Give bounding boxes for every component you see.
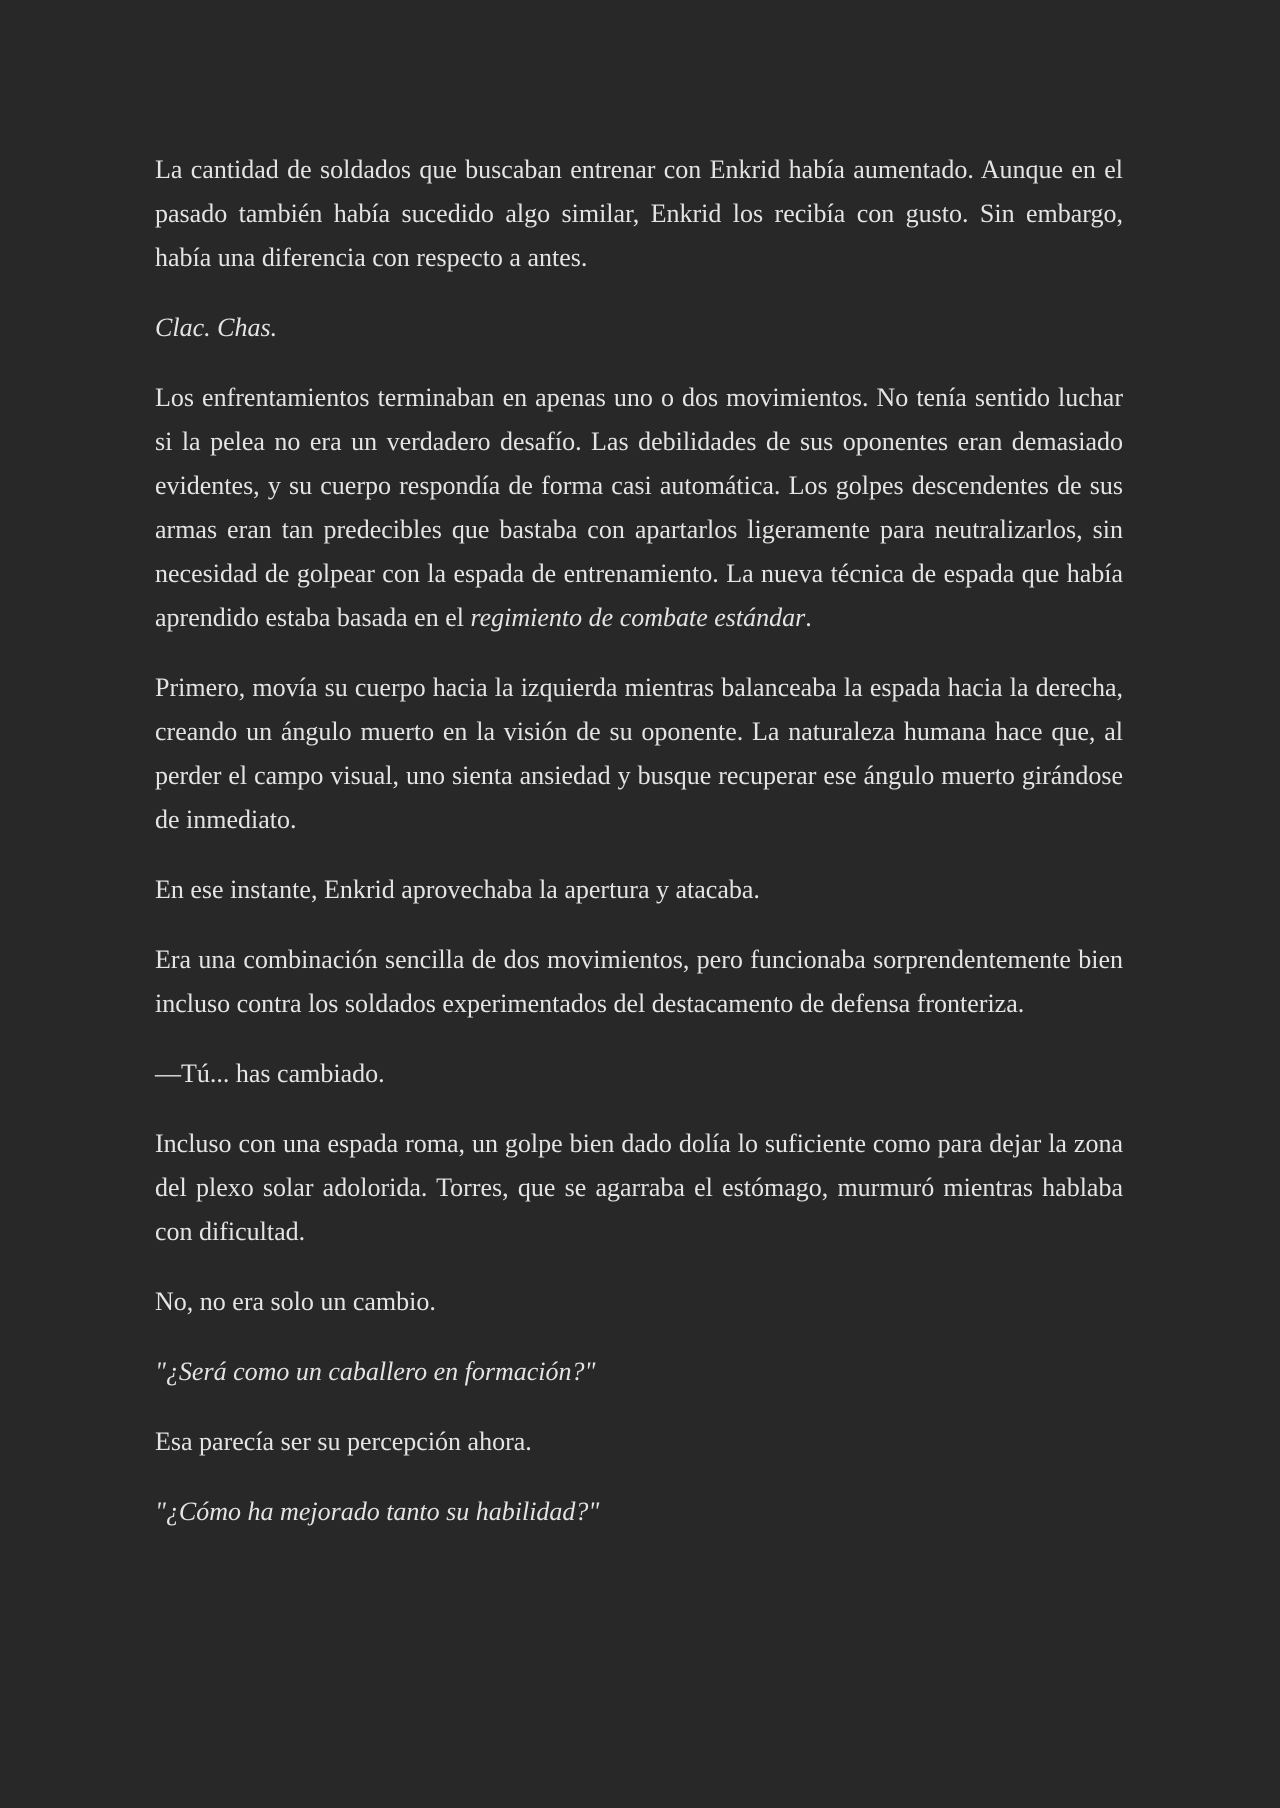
paragraph-text: Los enfrentamientos terminaban en apenas uno o dos movimientos. No tenía sentido luchar si la pelea no era un verdadero desafío. Las debilidades de sus oponentes eran demasiado evidentes, y su cuerpo respondía de forma casi automática. Los golpes descendentes de sus armas eran tan predecibles que bastaba con apartarlos ligeramente para neutralizarlos, sin necesidad de golpear con la espada de entrenamiento. La nueva técnica de espada que había aprendido estaba basada en el [155,383,1123,632]
paragraph: La cantidad de soldados que buscaban entrenar con Enkrid había aumentado. Aunque en el pasado también había sucedido algo similar, Enkrid los recibía con gusto. Sin embargo, había una diferencia con respecto a antes. [155,155,1123,272]
paragraph-text: . [805,603,812,632]
dialogue-line: —Tú... has cambiado. [155,1059,385,1088]
paragraph: Esa parecía ser su percepción ahora. [155,1427,532,1456]
document-page [155,148,1123,1560]
paragraph: Incluso con una espada roma, un golpe bien dado dolía lo suficiente como para dejar la zona del plexo solar adolorida. Torres, que se agarraba el estómago, murmuró mientras hablaba con dificultad. [155,1129,1123,1246]
paragraph: No, no era solo un cambio. [155,1287,436,1316]
paragraph: En ese instante, Enkrid aprovechaba la apertura y atacaba. [155,875,760,904]
thought-line: "¿Será como un caballero en formación?" [155,1357,596,1386]
emphasis-text: regimiento de combate estándar [470,603,806,632]
paragraph: Era una combinación sencilla de dos movimientos, pero funcionaba sorprendentemente bien incluso contra los soldados experimentados del destacamento de defensa fronteriza. [155,945,1123,1018]
paragraph [155,376,1123,640]
paragraph: Primero, movía su cuerpo hacia la izquierda mientras balanceaba la espada hacia la derecha, creando un ángulo muerto en la visión de su oponente. La naturaleza humana hace que, al perder el campo visual, uno sienta ansiedad y busque recuperar ese ángulo muerto girándose de inmediato. [155,673,1123,834]
thought-line: "¿Cómo ha mejorado tanto su habilidad?" [155,1497,600,1526]
paragraph-italic: Clac. Chas. [155,313,278,342]
